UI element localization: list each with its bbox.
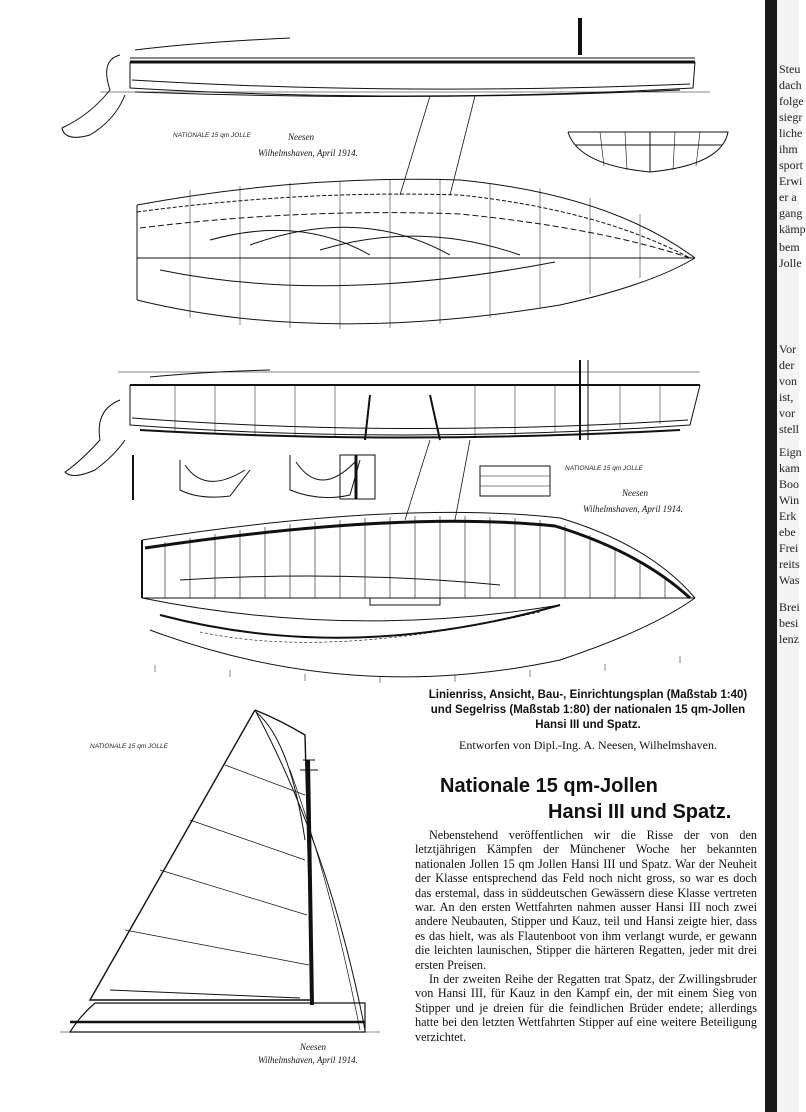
next-page-fragment: ihm [779, 142, 798, 156]
next-page-fragment: sport [779, 158, 803, 172]
detail-sections [133, 455, 550, 500]
article-title-line-1: Nationale 15 qm-Jollen [440, 775, 658, 797]
next-page-fragment: Frei [779, 541, 799, 555]
next-page-fragment: dach [779, 78, 802, 92]
body-section-view [568, 132, 728, 172]
next-page-fragment: ist, [779, 390, 794, 404]
next-page-fragment: Jolle [779, 256, 802, 270]
construction-profile [65, 360, 700, 520]
class-label-construction: NATIONALE 15 qm JOLLE [565, 465, 643, 472]
next-page-fragment: Erwi [779, 174, 803, 188]
next-page-fragment: vor [779, 406, 795, 420]
caption-line-1: Linienriss, Ansicht, Bau-, Einrichtungsplan (Maßstab 1:40) [428, 689, 748, 701]
book-gutter [765, 0, 777, 1112]
next-page-fragment: siegr [779, 110, 803, 124]
next-page-fragment: Win [779, 493, 800, 507]
next-page-fragment: Vor [779, 342, 797, 356]
next-page-fragment: stell [779, 422, 799, 436]
next-page-fragment: lenz [779, 632, 799, 646]
signature-name-3: Neesen [300, 1042, 326, 1052]
next-page-fragment: kam [779, 461, 800, 475]
profile-view [62, 18, 710, 195]
next-page-fragment: gang [779, 206, 803, 220]
next-page-fragment: Boo [779, 477, 800, 491]
next-page-fragment: er a [779, 190, 797, 204]
caption-line-2: und Segelriss (Maßstab 1:80) der nationalen 15 qm-Jollen [430, 704, 746, 716]
figure-caption [418, 688, 758, 733]
next-page-fragment: folge [779, 94, 804, 108]
article-body [415, 828, 757, 1044]
signature-place-2: Wilhelmshaven, April 1914. [583, 504, 683, 514]
paragraph-1: Nebenstehend veröffentlichen wir die Risse der von den letztjährigen Kämpfen der Münchener Woche her bekannten nationalen Jollen 15 qm Jollen Hansi III und Spatz. War der Neuheit der Klasse entsprechend das Feld noch nicht gross, so war es doch das erstemal, dass in süddeutschen Gewässern diese Klasse vertreten war. An den ersten Wettfahrten nahmen ausser Hansi III noch zwei andere Neubauten, Stipper und Kauz, teil und Hansi zeigte hier, dass es das hielt, was als Flautenboot von ihm verlangt wurde, er gewann die leichten launischen, Stipper die härteren Regatten, jeder mit drei ersten Preisen. [415, 828, 757, 972]
class-label-lines: NATIONALE 15 qm JOLLE [173, 132, 251, 139]
next-page-fragment: Erk [779, 509, 797, 523]
signature-place-1: Wilhelmshaven, April 1914. [258, 148, 358, 158]
signature-name-1: Neesen [288, 132, 314, 142]
signature-place-3: Wilhelmshaven, April 1914. [258, 1055, 358, 1065]
next-page-fragment: von [779, 374, 797, 388]
paragraph-2: In der zweiten Reihe der Regatten trat Spatz, der Zwillingsbruder von Hansi III, für Kauz in den Kampf ein, der mit einem Sieg von Stipper und je dreien für die feindlichen Brüder endete; allerdings hatte bei den letzten Wettfahrten Stipper auf eine weitere Beteiligung verzichtet. [415, 972, 757, 1044]
next-page-fragment: reits [779, 557, 800, 571]
adjacent-page-edge [777, 0, 806, 1112]
construction-plan [142, 512, 695, 683]
next-page-fragment: besi [779, 616, 799, 630]
article-title-line-2: Hansi III und Spatz. [548, 801, 732, 823]
caption-line-3: Hansi III und Spatz. [535, 719, 641, 731]
half-breadth-plan [137, 179, 695, 329]
designer-credit: Entworfen von Dipl.-Ing. A. Neesen, Wilhelmshaven. [459, 738, 717, 752]
signature-name-2: Neesen [622, 488, 648, 498]
next-page-fragment: der [779, 358, 795, 372]
sail-plan [60, 710, 380, 1032]
next-page-fragment: Brei [779, 600, 800, 614]
next-page-fragment: Was [779, 573, 800, 587]
class-label-sail: NATIONALE 15 qm JOLLE [90, 743, 168, 750]
next-page-fragment: ebe [779, 525, 796, 539]
next-page-fragment: Eign [779, 445, 802, 459]
next-page-fragment: liche [779, 126, 803, 140]
next-page-fragment: kämp [779, 222, 806, 236]
next-page-fragment: Steu [779, 62, 801, 76]
next-page-fragment: bem [779, 240, 800, 254]
